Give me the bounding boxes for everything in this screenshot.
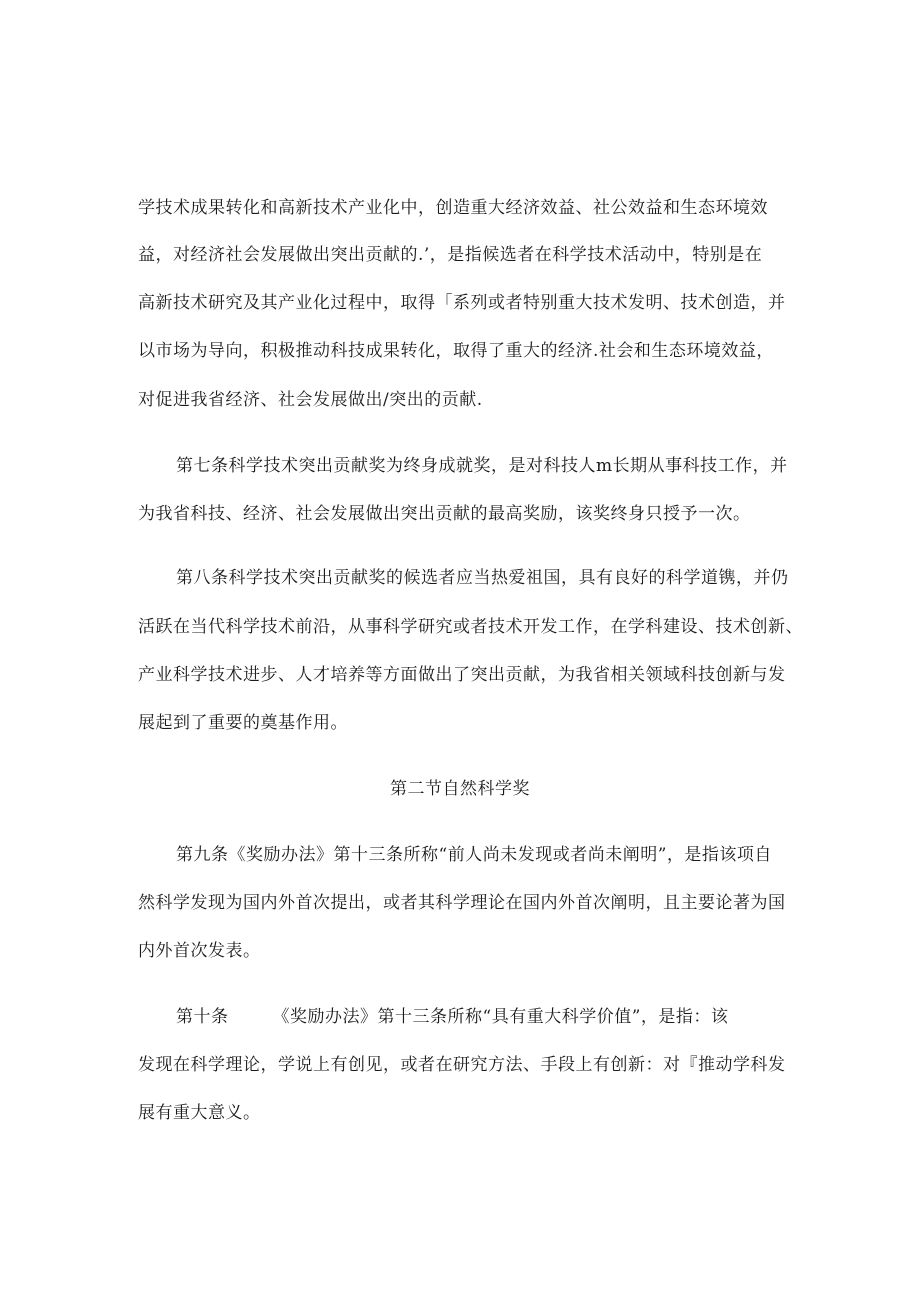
paragraph-line: 发现在科学理论，学说上有创见，或者在研究方法、手段上有创新：对『推动学科发 <box>138 1055 786 1075</box>
paragraph-line: 以市场为导向，积极推动科技成果转化，取得了重大的经济.社会和生态环境效益， <box>138 341 774 361</box>
paragraph-line: 为我省科技、经济、社会发展做出突出贡献的最高奖励，该奖终身只授予一次。 <box>138 504 751 524</box>
paragraph-line: 然科学发现为国内外首次提出，或者其科学理论在国内外首次阐明，且主要论著为国 <box>138 893 786 913</box>
paragraph-line: 活跃在当代科学技术前沿，从事科学研究或者技术开发工作，在学科建设、技术创新、 <box>138 617 803 637</box>
paragraph-line: 展起到了重要的奠基作用。 <box>138 713 348 733</box>
paragraph-line: 益，对经济社会发展做出突出贡献的.’，是指候选者在科学技术活动中，特别是在 <box>138 245 763 265</box>
section-heading: 第二节自然科学奖 <box>390 779 530 799</box>
paragraph-line <box>176 1005 728 1029</box>
paragraph-line: 第九条《奖励办法》第十三条所称“前人尚未发现或者尚未阐明”，是指该项自 <box>176 845 772 865</box>
paragraph-line: 第八条科学技术突出贡献奖的候选者应当热爱祖国，具有良好的科学道镌，并仍 <box>176 568 789 588</box>
paragraph-line: 产业科学技术进步、人才培养等方面做出了突出贡献，为我省相关领域科技创新与发 <box>138 665 786 685</box>
paragraph-line: 展有重大意义。 <box>138 1103 261 1123</box>
paragraph-line: 第七条科学技术突出贡献奖为终身成就奖，是对科技人m长期从事科技工作，并 <box>176 456 788 476</box>
article-text: 《奖励办法》第十三条所称“具有重大科学价值”，是指：该 <box>272 1007 729 1027</box>
paragraph-line: 内外首次发表。 <box>138 941 261 961</box>
paragraph-line: 高新技术研究及其产业化过程中，取得「系列或者特别重大技术发明、技术创造，并 <box>138 293 786 313</box>
article-number: 第十条 <box>176 1007 229 1027</box>
paragraph-line: 学技术成果转化和高新技术产业化中，创造重大经济效益、社公效益和生态环境效 <box>138 198 768 218</box>
paragraph-line: 对促进我省经济、社会发展做出/突出的贡献. <box>138 390 483 410</box>
